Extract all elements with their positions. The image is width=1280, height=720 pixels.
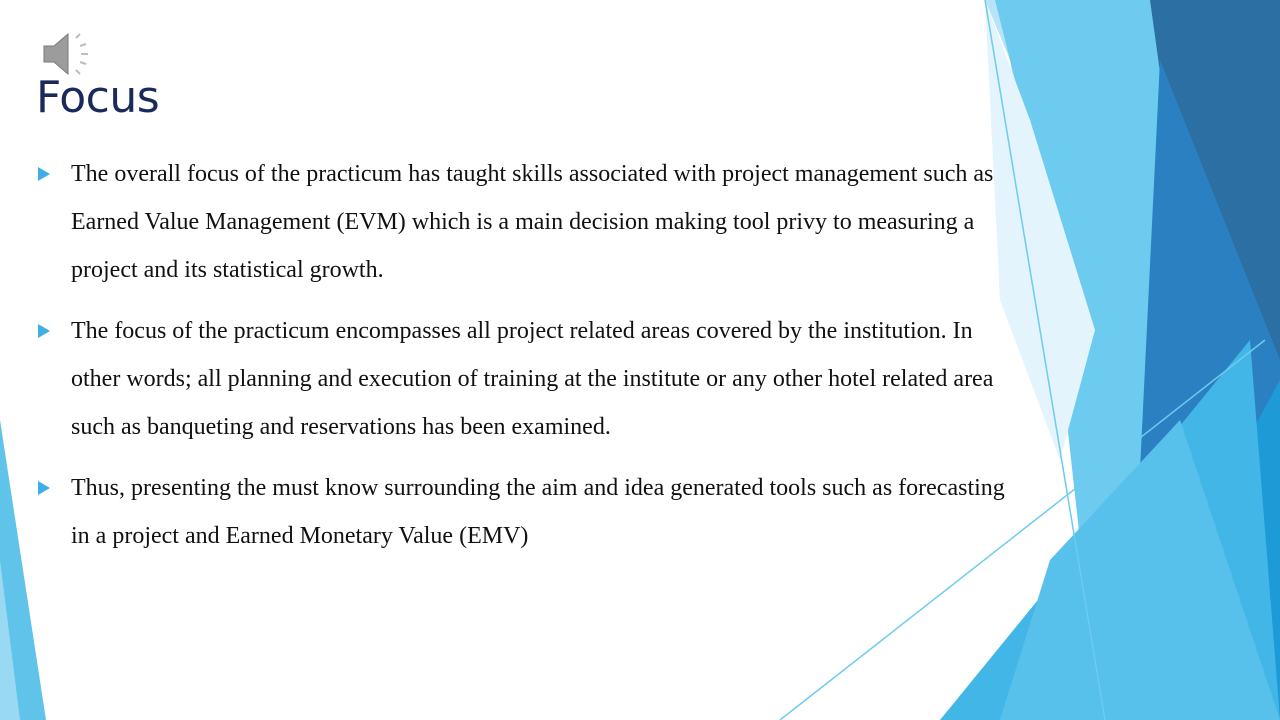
bullet-list: [36, 150, 1016, 573]
slide-title: Focus: [36, 72, 160, 123]
bullet-text: Thus, presenting the must know surrounding the aim and idea generated tools such as forecasting in a project and Earned Monetary Value (EMV): [71, 475, 1005, 549]
triangle-bullet-icon: [38, 481, 50, 495]
triangle-bullet-icon: [38, 167, 50, 181]
bullet-item: [36, 464, 1016, 560]
bullet-item: [36, 307, 1016, 451]
bullet-item: [36, 150, 1016, 294]
bullet-text: The focus of the practicum encompasses all project related areas covered by the institution. In other words; all planning and execution of training at the institute or any other hotel related area such as banqueting and reservations has been examined.: [71, 318, 994, 440]
bullet-text: The overall focus of the practicum has taught skills associated with project management such as Earned Value Management (EVM) which is a main decision making tool privy to measuring a project and its statistical growth.: [71, 161, 994, 283]
triangle-bullet-icon: [38, 324, 50, 338]
